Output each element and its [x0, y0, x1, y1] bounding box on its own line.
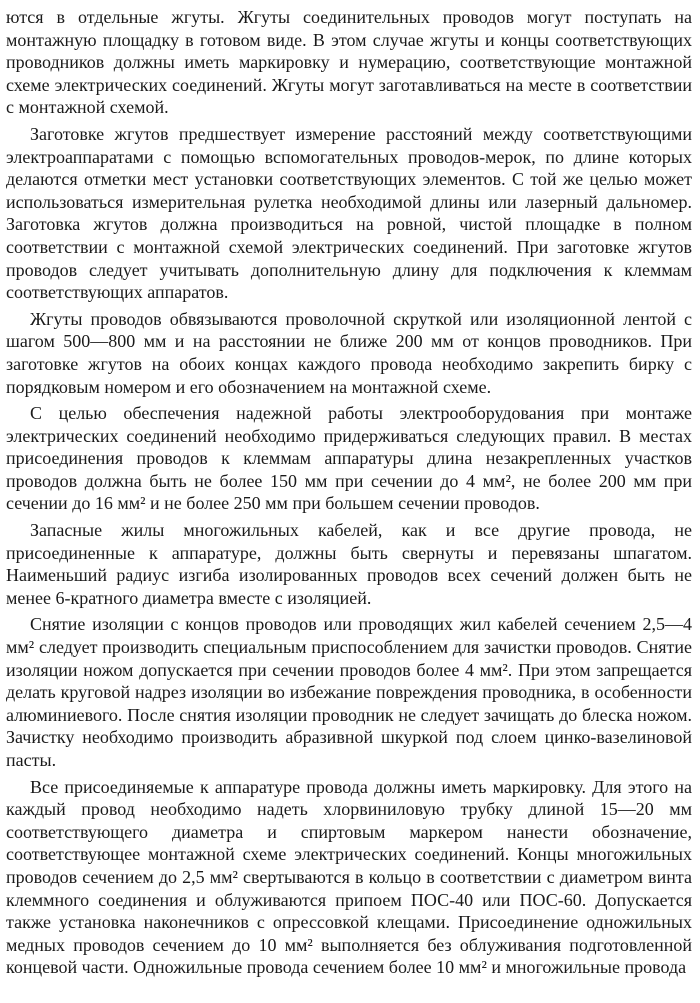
paragraph-6: Снятие изоляции с концов проводов или проводящих жил кабелей сечением 2,5—4 мм² следует производить специальным приспособлением для зачистки проводов. Снятие изоляции ножом допускается при сечении проводов более 4 мм². При этом запрещается делать круговой надрез изоляции во избежание повреждения проводника, в особенности алюминиевого. После снятия изоляции проводник не следует зачищать до блеска ножом. Зачистку необходимо производить абразивной шкуркой под слоем цинко-вазелиновой пасты.	[6, 614, 692, 770]
paragraph-5: Запасные жилы многожильных кабелей, как и все другие провода, не присоединенные к аппаратуре, должны быть свернуты и перевязаны шпагатом. Наименьший радиус изгиба изолированных проводов всех сечений должен быть не менее 6-кратного диаметра вместе с изоляцией.	[6, 520, 692, 608]
paragraph-1: ются в отдельные жгуты. Жгуты соединительных проводов могут поступать на монтажную площадку в готовом виде. В этом случае жгуты и концы соответствующих проводников должны иметь маркировку и нумерацию, соответствующие монтажной схеме электрических соединений. Жгуты могут заготавливаться на месте в соответствии с монтажной схемой.	[6, 7, 692, 118]
paragraph-4: С целью обеспечения надежной работы электрооборудования при монтаже электрических соединений необходимо придерживаться следующих правил. В местах присоединения проводов к клеммам аппаратуры длина незакрепленных участков проводов должна быть не более 150 мм при сечении до 4 мм², не более 200 мм при сечении до 16 мм² и не более 250 мм при большем сечении проводов.	[6, 403, 692, 514]
paragraph-7: Все присоединяемые к аппаратуре провода должны иметь маркировку. Для этого на каждый провод необходимо надеть хлорвиниловую трубку длиной 15—20 мм соответствующего диаметра и спиртовым маркером нанести обозначение, соответствующее монтажной схеме электрических соединений. Концы многожильных проводов сечением до 2,5 мм² свертываются в кольцо в соответствии с диаметром винта клеммного соединения и облуживаются припоем ПОС-40 или ПОС-60. Допускается также установка наконечников с опрессовкой клещами. Присоединение одножильных медных проводов сечением до 10 мм² выполняется без облуживания подготовленной концевой части. Одножильные провода сечением более 10 мм² и многожильные провода	[6, 776, 692, 978]
paragraph-3: Жгуты проводов обвязываются проволочной скруткой или изоляционной лентой с шагом 500—800 мм и на расстоянии не ближе 200 мм от концов проводников. При заготовке жгутов на обоих концах каждого провода необходимо закрепить бирку с порядковым номером и его обозначением на монтажной схеме.	[6, 308, 692, 397]
paragraph-2: Заготовке жгутов предшествует измерение расстояний между соответствующими электроаппаратами с помощью вспомогательных проводов-мерок, по длине которых делаются отметки мест установки соответствующих элементов. С той же целью может использоваться измерительная рулетка необходимой длины или лазерный дальномер. Заготовка жгутов должна производиться на ровной, чистой площадке в полном соответствии с монтажной схемой электрических соединений. При заготовке жгутов проводов следует учитывать дополнительную длину для подключения к клеммам соответствующих аппаратов.	[6, 123, 692, 303]
